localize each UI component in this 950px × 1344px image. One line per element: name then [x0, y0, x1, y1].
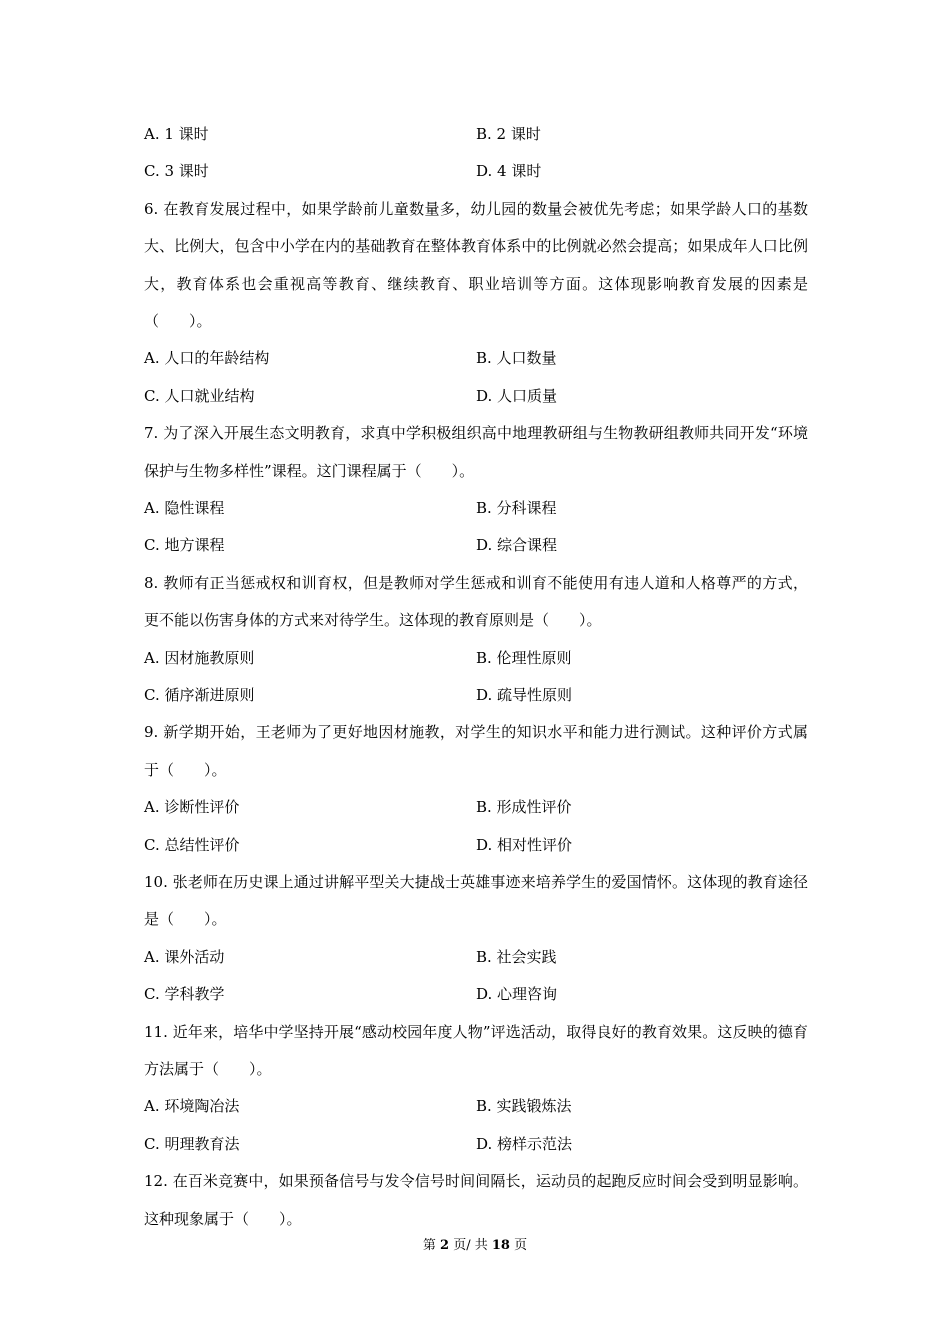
- option-d: D. 人口质量: [476, 386, 558, 405]
- option-c: C. 3 课时: [144, 162, 209, 181]
- footer-page-number: 2: [440, 1238, 450, 1253]
- option-row: [144, 976, 808, 1013]
- option-c: C. 地方课程: [144, 536, 225, 555]
- question-12: 12. 在百米竞赛中，如果预备信号与发令信号时间间隔长，运动员的起跑反应时间会受到明显影响。这种现象属于（ ）。: [144, 1172, 808, 1228]
- option-a: A. 因材施教原则: [144, 648, 255, 667]
- option-b: B. 形成性评价: [476, 798, 572, 817]
- footer-suffix: 页: [509, 1238, 528, 1253]
- footer-total-pages: 18: [491, 1238, 510, 1253]
- question-11: 11. 近年来，培华中学坚持开展“感动校园年度人物”评选活动，取得良好的教育效果。这反映的德育方法属于（ ）。: [144, 1022, 808, 1078]
- option-row: [144, 1088, 808, 1125]
- option-row: [144, 378, 808, 415]
- option-a: A. 环境陶冶法: [144, 1097, 240, 1116]
- question-10: 10. 张老师在历史课上通过讲解平型关大捷战士英雄事迹来培养学生的爱国情怀。这体现的教育途径是（ ）。: [144, 872, 808, 929]
- option-row: [144, 677, 808, 714]
- option-row: [144, 116, 808, 153]
- option-d: D. 榜样示范法: [476, 1134, 573, 1153]
- option-c: C. 明理教育法: [144, 1134, 240, 1153]
- page-content: [144, 116, 808, 1238]
- question-6: 6. 在教育发展过程中，如果学龄前儿童数量多，幼儿园的数量会被优先考虑；如果学龄人口的基数大、比例大，包含中小学在内的基础教育在整体教育体系中的比例就必然会提高；如果成年人口比例大，教育体系也会重视高等教育、继续教育、职业培训等方面。这体现影响教育发展的因素是（ ）。: [144, 199, 808, 330]
- option-b: B. 社会实践: [476, 947, 557, 966]
- option-c: C. 人口就业结构: [144, 386, 255, 405]
- footer-prefix: 第: [422, 1238, 441, 1253]
- option-row: [144, 640, 808, 677]
- footer-middle: 页/ 共: [449, 1238, 492, 1253]
- question-7: 7. 为了深入开展生态文明教育，求真中学积极组织高中地理教研组与生物教研组教师共同开发“环境保护与生物多样性”课程。这门课程属于（ ）。: [144, 424, 808, 480]
- option-a: A. 人口的年龄结构: [144, 349, 270, 368]
- page-footer: [0, 1236, 950, 1256]
- option-c: C. 总结性评价: [144, 835, 240, 854]
- option-d: D. 4 课时: [476, 162, 542, 181]
- option-a: A. 1 课时: [144, 125, 209, 143]
- option-b: B. 2 课时: [476, 125, 541, 143]
- option-row: [144, 789, 808, 826]
- option-a: A. 课外活动: [144, 947, 225, 966]
- option-row: [144, 939, 808, 976]
- option-row: [144, 340, 808, 377]
- option-row: [144, 827, 808, 864]
- option-c: C. 循序渐进原则: [144, 685, 255, 704]
- option-row: [144, 153, 808, 190]
- option-d: D. 相对性评价: [476, 835, 573, 854]
- option-d: D. 心理咨询: [476, 985, 558, 1004]
- option-b: B. 实践锻炼法: [476, 1097, 572, 1116]
- option-b: B. 分科课程: [476, 499, 557, 517]
- question-9: 9. 新学期开始，王老师为了更好地因材施教，对学生的知识水平和能力进行测试。这种评价方式属于（ ）。: [144, 723, 808, 779]
- option-d: D. 疏导性原则: [476, 685, 573, 704]
- option-b: B. 伦理性原则: [476, 648, 572, 667]
- option-a: A. 隐性课程: [144, 499, 225, 517]
- option-c: C. 学科教学: [144, 985, 225, 1004]
- option-b: B. 人口数量: [476, 349, 557, 368]
- option-a: A. 诊断性评价: [144, 798, 240, 817]
- option-row: [144, 490, 808, 527]
- question-8: 8. 教师有正当惩戒权和训育权，但是教师对学生惩戒和训育不能使用有违人道和人格尊严的方式，更不能以伤害身体的方式来对待学生。这体现的教育原则是（ ）。: [144, 573, 808, 630]
- option-d: D. 综合课程: [476, 536, 558, 555]
- option-row: [144, 527, 808, 564]
- option-row: [144, 1126, 808, 1163]
